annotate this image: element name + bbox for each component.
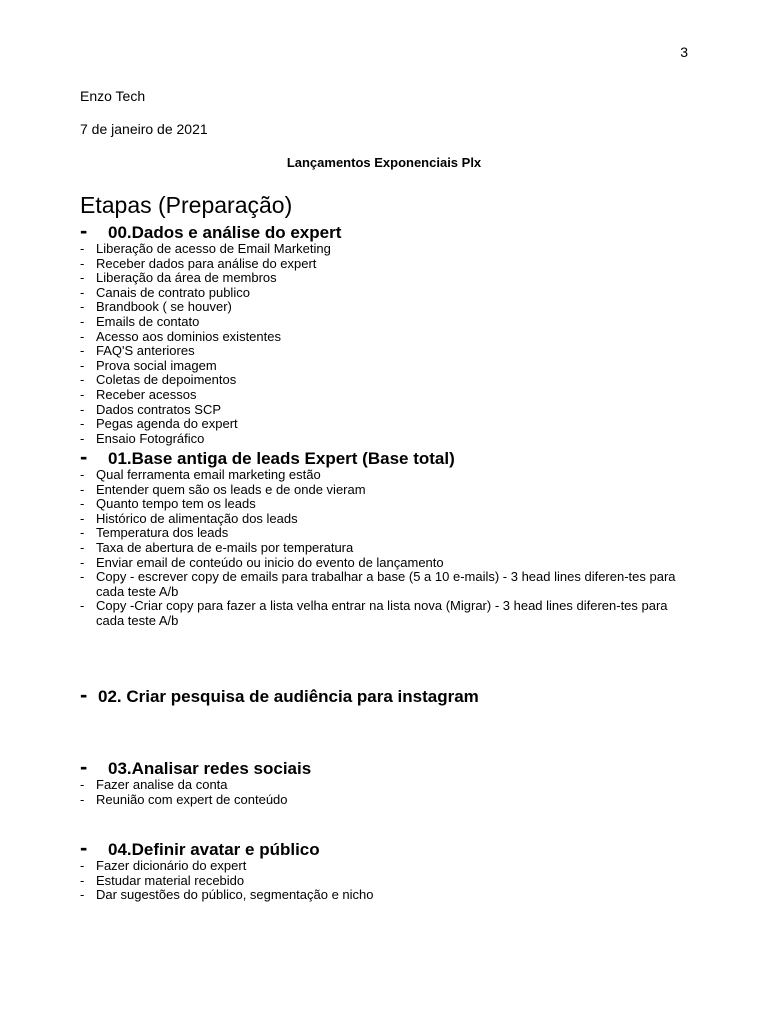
section-01	[80, 446, 690, 629]
list-item: - Fazer dicionário do expert	[80, 859, 690, 874]
section-02	[80, 684, 690, 706]
list-item: - Canais de contrato publico	[80, 286, 690, 301]
heading-dash: -	[80, 682, 88, 707]
document-date: 7 de janeiro de 2021	[80, 121, 208, 137]
section-heading	[80, 756, 690, 778]
section-03	[80, 756, 690, 807]
section-04	[80, 837, 690, 903]
section-heading-text: 03.Analisar redes sociais	[108, 759, 312, 778]
section-heading	[80, 446, 690, 468]
list-item: - Fazer analise da conta	[80, 778, 690, 793]
section-heading	[80, 684, 690, 706]
list-item: - Brandbook ( se houver)	[80, 300, 690, 315]
section-heading	[80, 837, 690, 859]
list-item: - Receber acessos	[80, 388, 690, 403]
list-item: - Entender quem são os leads e de onde vieram	[80, 483, 690, 498]
heading-dash: -	[80, 218, 88, 243]
list-item: - Taxa de abertura de e-mails por temperatura	[80, 541, 690, 556]
list-item: - FAQ'S anteriores	[80, 344, 690, 359]
list-item: - Dar sugestões do público, segmentação e nicho	[80, 888, 690, 903]
list-item: - Receber dados para análise do expert	[80, 257, 690, 272]
list-item: - Prova social imagem	[80, 359, 690, 374]
list-item: - Estudar material recebido	[80, 874, 690, 889]
list-item: - Acesso aos dominios existentes	[80, 330, 690, 345]
heading-dash: -	[80, 444, 88, 469]
list-item: - Dados contratos SCP	[80, 403, 690, 418]
section-heading-text: 02. Criar pesquisa de audiência para instagram	[98, 687, 479, 706]
section-heading-text: 00.Dados e análise do expert	[108, 223, 342, 242]
list-item: - Temperatura dos leads	[80, 526, 690, 541]
section-00	[80, 220, 690, 446]
section-heading-text: 01.Base antiga de leads Expert (Base total)	[108, 449, 455, 468]
section-item-list	[80, 778, 690, 807]
list-item: - Qual ferramenta email marketing estão	[80, 468, 690, 483]
list-item: - Histórico de alimentação dos leads	[80, 512, 690, 527]
list-item: - Emails de contato	[80, 315, 690, 330]
list-item: - Enviar email de conteúdo ou inicio do evento de lançamento	[80, 556, 690, 571]
list-item: - Reunião com expert de conteúdo	[80, 793, 690, 808]
list-item: - Copy -Criar copy para fazer a lista velha entrar na lista nova (Migrar) - 3 head lines diferen-tes para cada teste A/b	[80, 599, 690, 628]
section-item-list	[80, 242, 690, 446]
author-name: Enzo Tech	[80, 88, 146, 104]
heading-dash: -	[80, 754, 88, 779]
list-item: - Quanto tempo tem os leads	[80, 497, 690, 512]
section-heading	[80, 220, 690, 242]
list-item: - Ensaio Fotográfico	[80, 432, 690, 447]
list-item: - Liberação de acesso de Email Marketing	[80, 242, 690, 257]
document-title: Lançamentos Exponenciais Plx	[286, 155, 482, 170]
list-item: - Copy - escrever copy de emails para trabalhar a base (5 a 10 e-mails) - 3 head lines diferen-tes para cada teste A/b	[80, 570, 690, 599]
list-item: - Liberação da área de membros	[80, 271, 690, 286]
section-item-list	[80, 468, 690, 629]
list-item: - Pegas agenda do expert	[80, 417, 690, 432]
page-number: 3	[680, 44, 688, 60]
section-heading-text: 04.Definir avatar e público	[108, 840, 320, 859]
list-item: - Coletas de depoimentos	[80, 373, 690, 388]
heading-dash: -	[80, 835, 88, 860]
section-item-list	[80, 859, 690, 903]
main-heading: Etapas (Preparação)	[80, 192, 293, 218]
